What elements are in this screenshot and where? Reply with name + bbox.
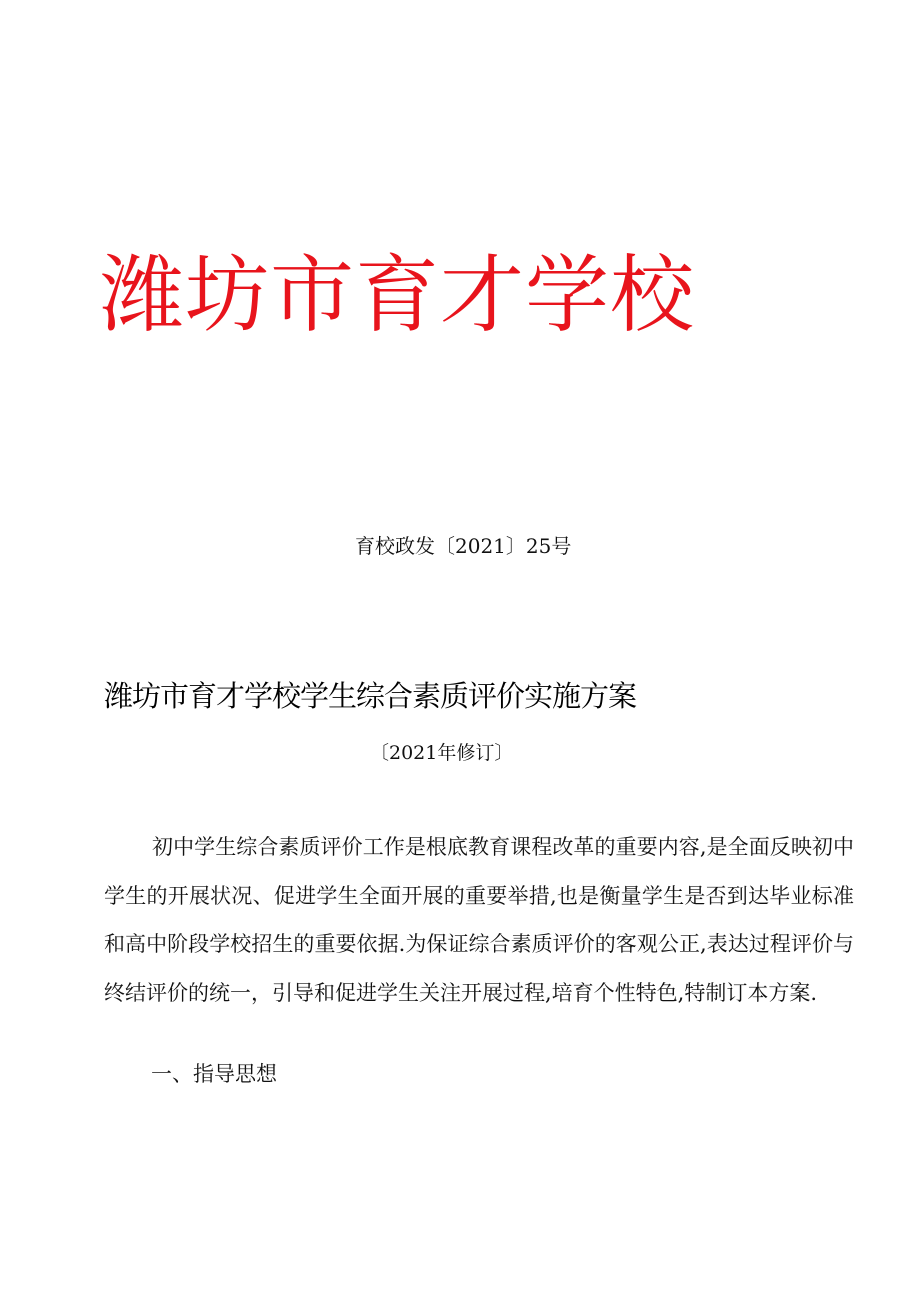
document-title: 潍坊市育才学校学生综合素质评价实施方案 bbox=[104, 679, 637, 713]
intro-paragraph: 初中学生综合素质评价工作是根底教育课程改革的重要内容,是全面反映初中学生的开展状况、促进学生全面开展的重要举措,也是衡量学生是否到达毕业标准和高中阶段学校招生的重要依据.为保证综合素质评价的客观公正,表达过程评价与终结评价的统一，引导和促进学生关注开展过程,培育个性特色,特制订本方案. bbox=[104, 835, 854, 1005]
letterhead-school-name: 潍坊市育才学校 bbox=[100, 246, 696, 344]
document-number: 育校政发〔2021〕25号 bbox=[355, 534, 572, 558]
section-heading-guiding-ideology: 一、指导思想 bbox=[151, 1062, 277, 1086]
document-subtitle: 〔2021年修订〕 bbox=[370, 742, 514, 764]
